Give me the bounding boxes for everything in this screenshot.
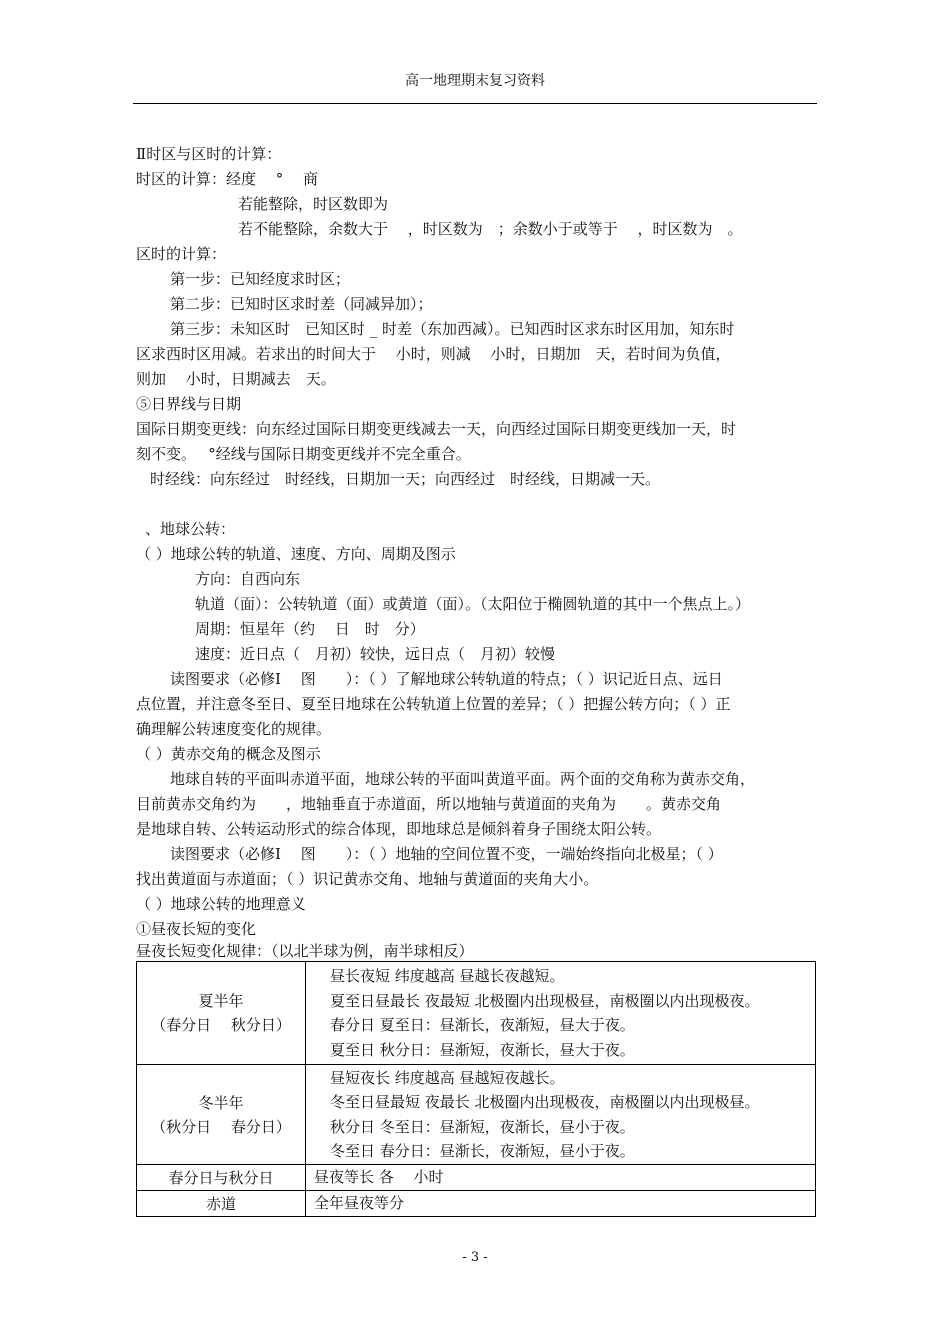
section-heading: ①昼夜长短的变化	[136, 920, 257, 938]
page-header: 高一地理期末复习资料	[405, 73, 545, 89]
text-line: 目前黄赤交角约为 ，地轴垂直于赤道面，所以地轴与黄道面的夹角为 。黄赤交角	[136, 795, 722, 813]
cell-text: 春分日 夏至日：昼渐长，夜渐短，昼大于夜。	[330, 1016, 635, 1034]
table-cell-label	[137, 1191, 306, 1217]
text-line: 找出黄道面与赤道面；（ ）识记黄赤交角、地轴与黄道面的夹角大小。	[136, 870, 599, 888]
day-night-table	[136, 961, 816, 1217]
cell-text: 昼短夜长 纬度越高 昼越短夜越长。	[330, 1068, 565, 1087]
text-line: 地球自转的平面叫赤道平面，地球公转的平面叫黄道平面。两个面的交角称为黄赤交角，	[170, 770, 756, 788]
cell-text: 春分日与秋分日	[168, 1168, 274, 1187]
table-cell-label	[137, 1065, 306, 1165]
cell-text: 冬至日昼最短 夜最长 北极圈内出现极夜，南极圈以内出现极昼。	[330, 1093, 760, 1111]
cell-text: 全年昼夜等分	[314, 1194, 405, 1213]
cell-text: 赤道	[205, 1194, 236, 1213]
text-line: 时经线：向东经过 时经线，日期加一天；向西经过 时经线，日期减一天。	[150, 470, 661, 488]
section-heading: ⑤日界线与日期	[136, 395, 242, 413]
text-line: 则加 小时，日期减去 天。	[136, 370, 336, 388]
text-line: 刻不变。 °经线与国际日期变更线并不完全重合。	[136, 445, 471, 463]
cell-text: 秋分日 冬至日：昼渐短，夜渐长，昼小于夜。	[330, 1117, 635, 1136]
text-line: 确理解公转速度变化的规律。	[136, 720, 332, 738]
table-cell-label	[137, 962, 306, 1065]
text-line: 若能整除，时区数即为	[238, 195, 389, 213]
text-line: 速度：近日点（ 月初）较快，远日点（ 月初）较慢	[195, 645, 556, 663]
text-line: 是地球自转、公转运动形式的综合体现，即地球总是倾斜着身子围绕太阳公转。	[136, 820, 662, 838]
cell-text: 昼夜等长 各 小时	[314, 1168, 444, 1187]
text-line: 读图要求（必修Ⅰ 图 ）：（ ）地轴的空间位置不变，一端始终指向北极星；（ ）	[170, 845, 723, 863]
text-line: 点位置，并注意冬至日、夏至日地球在公转轨道上位置的差异；（ ）把握公转方向；（ ）正	[136, 695, 731, 713]
text-line: 若不能整除，余数大于 ，时区数为 ；余数小于或等于 ，时区数为 。	[238, 220, 743, 238]
cell-text: 夏至日 秋分日：昼渐短，夜渐长，昼大于夜。	[330, 1040, 635, 1059]
text-line: 第二步：已知时区求时差（同减异加）；	[170, 295, 433, 313]
cell-text: 冬半年	[198, 1093, 244, 1112]
section-heading: （ ）地球公转的轨道、速度、方向、周期及图示	[136, 545, 456, 563]
section-heading: Ⅱ时区与区时的计算：	[136, 145, 282, 163]
page-number: - 3 -	[462, 1250, 488, 1265]
table-cell-content	[306, 962, 816, 1065]
cell-text: 昼长夜短 纬度越高 昼越长夜越短。	[330, 967, 565, 985]
text-line: 区时的计算：	[136, 245, 227, 263]
text-line: 昼夜长短变化规律：（以北半球为例，南半球相反）	[136, 942, 474, 960]
cell-text: 冬至日 春分日：昼渐长，夜渐短，昼小于夜。	[330, 1142, 635, 1160]
section-heading: （ ）黄赤交角的概念及图示	[136, 745, 321, 763]
table-cell-content	[306, 1065, 816, 1165]
text-line: 方向：自西向东	[195, 570, 301, 588]
text-line: 时区的计算：经度 ° 商	[136, 170, 319, 188]
table-row	[137, 1065, 816, 1165]
table-cell-content	[306, 1165, 816, 1191]
text-line: 第一步：已知经度求时区；	[170, 270, 351, 288]
text-line: 国际日期变更线：向东经过国际日期变更线减去一天，向西经过国际日期变更线加一天，时	[136, 420, 737, 438]
table-cell-content	[306, 1191, 816, 1217]
header-divider	[133, 103, 817, 104]
cell-text: （春分日 秋分日）	[151, 1016, 291, 1034]
cell-text: 夏至日昼最长 夜最短 北极圈内出现极昼，南极圈以内出现极夜。	[330, 991, 760, 1010]
text-line: 周期：恒星年（约 日 时 分）	[195, 620, 425, 638]
table-cell-label	[137, 1165, 306, 1191]
text-line: 第三步：未知区时 已知区时 _ 时差（东加西减）。已知西时区求东时区用加，知东时	[170, 320, 735, 338]
section-heading: 、地球公转：	[145, 520, 236, 538]
text-line: 读图要求（必修Ⅰ 图 ）：（ ）了解地球公转轨道的特点；（ ）识记近日点、远日	[170, 670, 723, 688]
cell-text: （秋分日 春分日）	[151, 1117, 291, 1136]
text-line: 区求西时区用减。若求出的时间大于 小时，则减 小时，日期加 天，若时间为负值，	[136, 345, 731, 363]
cell-text: 夏半年	[198, 992, 244, 1010]
table-row	[137, 1191, 816, 1217]
table-row	[137, 1165, 816, 1191]
table-row	[137, 962, 816, 1065]
text-line: 轨道（面）：公转轨道（面）或黄道（面）。（太阳位于椭圆轨道的其中一个焦点上。）	[195, 595, 751, 613]
section-heading: （ ）地球公转的地理意义	[136, 895, 306, 913]
